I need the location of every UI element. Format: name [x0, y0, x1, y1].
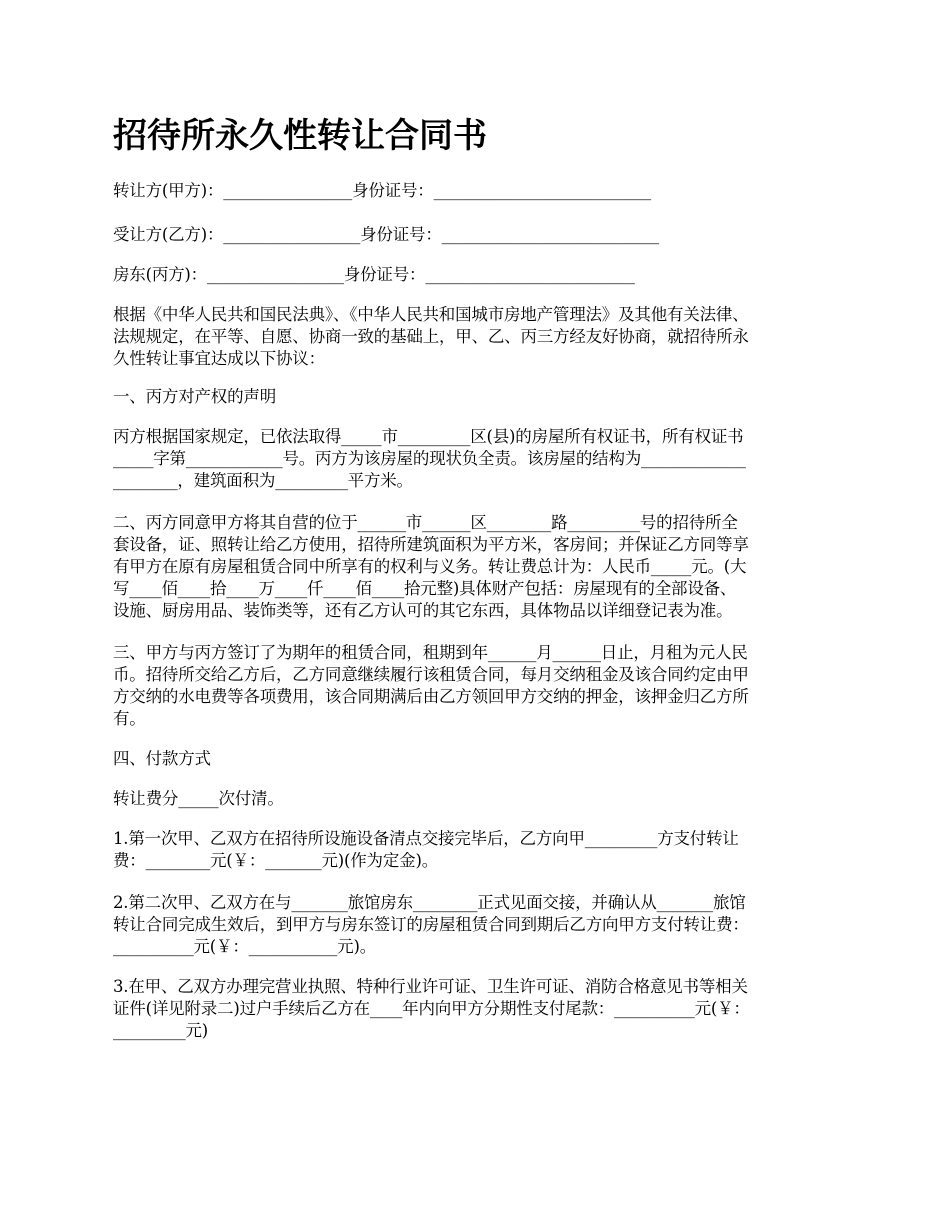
party-a-line	[113, 180, 843, 202]
text-line: 法规规定，在平等、自愿、协商一致的基础上，甲、乙、丙三方经友好协商，就招待所永	[113, 327, 749, 346]
text-line: 1.第一次甲、乙双方在招待所设施设备清点交接完毕后，乙方向甲_________方支付转让	[113, 829, 739, 848]
text-line: 有。	[113, 709, 146, 728]
text-line: 费：________元(￥：_______元)(作为定金)。	[113, 851, 438, 870]
text-line: 三、甲方与丙方签订了为期年的租赁合同，租期到年______月______日止，月租为元人民	[113, 643, 748, 662]
text-line: ________，建筑面积为_________平方米。	[113, 471, 413, 490]
paragraph-payment-2	[113, 892, 843, 958]
text-line: 转让方(甲方)：________________身份证号：___________________________	[113, 181, 651, 200]
document-title: 招待所永久性转让合同书	[113, 116, 487, 156]
text-line: 转让合同完成生效后，到甲方与房东签订的房屋租赁合同到期后乙方向甲方支付转让费：	[113, 915, 749, 934]
text-line: 根据《中华人民共和国民法典》、《中华人民共和国城市房地产管理法》及其他有关法律、	[113, 305, 749, 324]
paragraph-payment-1	[113, 828, 843, 872]
section-heading-1	[113, 386, 843, 408]
text-line: 丙方根据国家规定，已依法取得_____市_________区(县)的房屋所有权证书，所有权证书	[113, 427, 744, 446]
paragraph-installments	[113, 788, 843, 810]
text-line: 一、丙方对产权的声明	[113, 387, 277, 406]
text-line: 2.第二次甲、乙双方在与_______旅馆房东________正式见面交接，并确认从_______旅馆	[113, 893, 746, 912]
text-line: 设施、厨房用品、装饰类等，还有乙方认可的其它东西，具体物品以详细登记表为准。	[113, 601, 733, 620]
text-line: 受让方(乙方)：_________________身份证号：___________________________	[113, 225, 659, 244]
section-heading-4	[113, 748, 843, 770]
paragraph-section-2	[113, 512, 843, 622]
text-line: 久性转让事宜达成以下协议：	[113, 349, 325, 368]
text-line: _________元)	[113, 1021, 208, 1040]
text-line: __________元(￥：___________元)。	[113, 937, 377, 956]
party-c-line	[113, 264, 843, 286]
paragraph-section-3	[113, 642, 843, 730]
paragraph-payment-3	[113, 976, 843, 1042]
text-line: 写____佰____拾____万____仟____佰____拾元整)具体财产包括：房屋现有的全部设备、	[113, 579, 737, 598]
text-line: 证件(详见附录二)过户手续后乙方在____年内向甲方分期性支付尾款：__________元(￥：	[113, 999, 750, 1018]
text-line: 套设备，证、照转让给乙方使用，招待所建筑面积为平方米，客房间；并保证乙方同等享	[113, 535, 749, 554]
text-line: 二、丙方同意甲方将其自营的位于______市______区________路_________号的招待所全	[113, 513, 738, 532]
text-line: 四、付款方式	[113, 749, 211, 768]
party-b-line	[113, 224, 843, 246]
text-line: 3.在甲、乙双方办理完营业执照、特种行业许可证、卫生许可证、消防合格意见书等相关	[113, 977, 748, 996]
text-line: _____字第____________号。丙方为该房屋的现状负全责。该房屋的结构为_____________	[113, 449, 746, 468]
paragraph-preamble	[113, 304, 843, 370]
text-line: 币。招待所交给乙方后，乙方同意继续履行该租赁合同，每月交纳租金及该合同约定由甲	[113, 665, 749, 684]
text-line: 房东(丙方)：_________________身份证号：__________________________	[113, 265, 635, 284]
text-line: 有甲方在原有房屋租赁合同中所享有的权利与义务。转让费总计为：人民币_____元。(大	[113, 557, 747, 576]
text-line: 转让费分_____次付清。	[113, 789, 284, 808]
text-line: 方交纳的水电费等各项费用，该合同期满后由乙方领回甲方交纳的押金，该押金归乙方所	[113, 687, 749, 706]
paragraph-property-declaration	[113, 426, 843, 492]
